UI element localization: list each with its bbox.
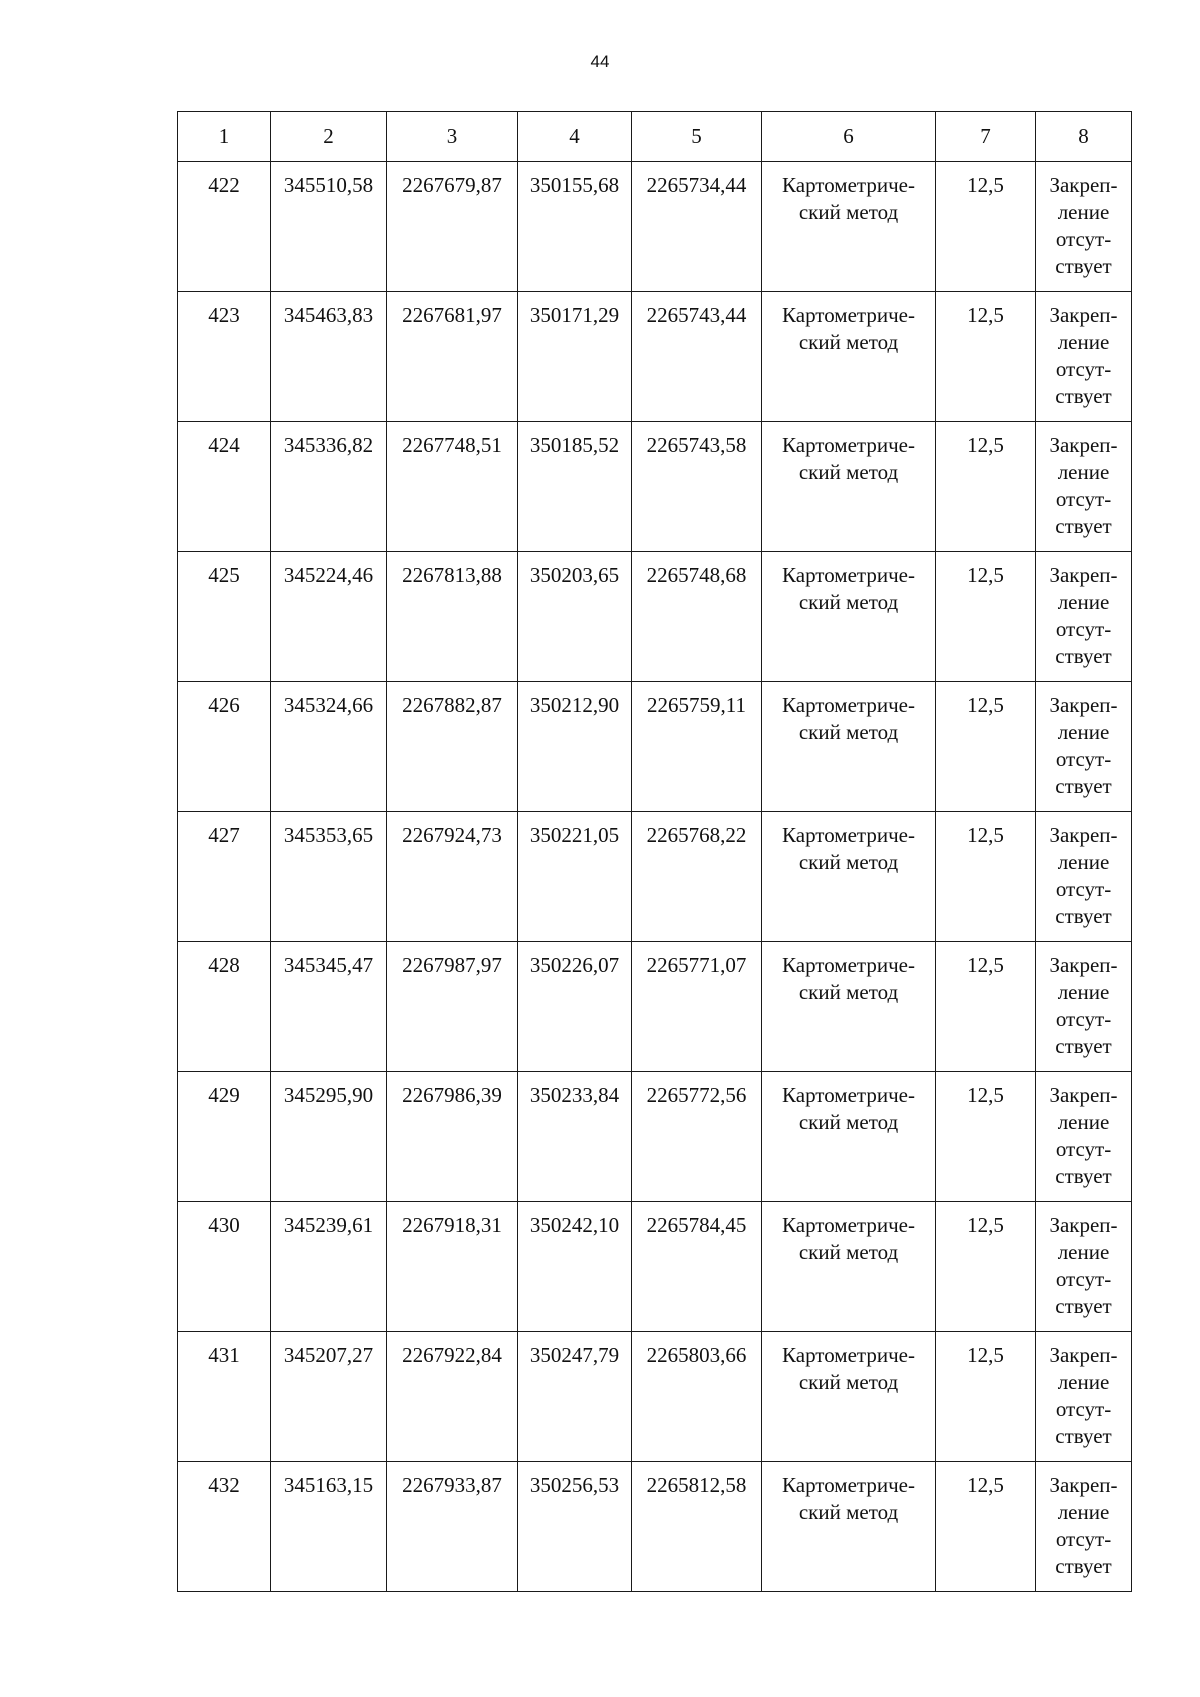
accuracy-cell: 12,5 — [936, 422, 1036, 552]
method-cell — [762, 682, 936, 812]
note-text-line: отсут- — [1055, 1137, 1112, 1161]
accuracy-cell: 12,5 — [936, 1072, 1036, 1202]
coordinate-y2-cell: 2265803,66 — [632, 1332, 762, 1462]
coordinate-x-cell: 345207,27 — [271, 1332, 387, 1462]
method-text-line: Картометриче- — [782, 1343, 915, 1367]
method-cell — [762, 812, 936, 942]
note-text-line: ление — [1057, 980, 1110, 1004]
note-text-line: Закреп- — [1049, 173, 1118, 197]
note-text-line: Закреп- — [1049, 823, 1118, 847]
coordinate-x2-cell: 350203,65 — [518, 552, 632, 682]
note-text-line: ление — [1057, 330, 1110, 354]
note-text-line: ствует — [1055, 1034, 1112, 1058]
coordinate-y2-cell: 2265784,45 — [632, 1202, 762, 1332]
note-text-line: ствует — [1055, 1164, 1112, 1188]
coordinate-x-cell: 345510,58 — [271, 162, 387, 292]
point-number-cell: 425 — [178, 552, 271, 682]
note-text-line: Закреп- — [1049, 303, 1118, 327]
note-text-line: Закреп- — [1049, 953, 1118, 977]
note-text-line: ствует — [1055, 774, 1112, 798]
coordinate-y-cell: 2267918,31 — [387, 1202, 518, 1332]
note-text-line: Закреп- — [1049, 1083, 1118, 1107]
note-text-line: ление — [1057, 1500, 1110, 1524]
coordinate-y-cell: 2267986,39 — [387, 1072, 518, 1202]
coordinate-y-cell: 2267679,87 — [387, 162, 518, 292]
column-header: 2 — [271, 112, 387, 162]
coordinate-y2-cell: 2265812,58 — [632, 1462, 762, 1592]
note-text-line: Закреп- — [1049, 1343, 1118, 1367]
coordinate-y2-cell: 2265768,22 — [632, 812, 762, 942]
coordinate-y2-cell: 2265748,68 — [632, 552, 762, 682]
column-header: 3 — [387, 112, 518, 162]
point-number-cell: 426 — [178, 682, 271, 812]
method-cell — [762, 422, 936, 552]
note-text-line: ление — [1057, 850, 1110, 874]
method-text-line: ский метод — [798, 590, 899, 614]
fixation-note-cell — [1036, 422, 1132, 552]
accuracy-cell: 12,5 — [936, 942, 1036, 1072]
accuracy-cell: 12,5 — [936, 162, 1036, 292]
point-number-cell: 422 — [178, 162, 271, 292]
method-cell — [762, 1202, 936, 1332]
table-row — [178, 1202, 1132, 1332]
note-text-line: ствует — [1055, 384, 1112, 408]
coordinate-y2-cell: 2265759,11 — [632, 682, 762, 812]
accuracy-cell: 12,5 — [936, 1202, 1036, 1332]
table-row — [178, 422, 1132, 552]
point-number-cell: 423 — [178, 292, 271, 422]
note-text-line: отсут- — [1055, 357, 1112, 381]
point-number-cell: 428 — [178, 942, 271, 1072]
method-text-line: Картометриче- — [782, 173, 915, 197]
coordinate-x-cell: 345353,65 — [271, 812, 387, 942]
coordinate-y-cell: 2267933,87 — [387, 1462, 518, 1592]
column-header: 4 — [518, 112, 632, 162]
note-text-line: отсут- — [1055, 1397, 1112, 1421]
coordinate-y2-cell: 2265734,44 — [632, 162, 762, 292]
note-text-line: ление — [1057, 720, 1110, 744]
method-cell — [762, 552, 936, 682]
note-text-line: отсут- — [1055, 1007, 1112, 1031]
note-text-line: отсут- — [1055, 747, 1112, 771]
table-row — [178, 162, 1132, 292]
method-text-line: Картометриче- — [782, 1083, 915, 1107]
page-number: 44 — [590, 52, 610, 71]
coordinate-x2-cell: 350247,79 — [518, 1332, 632, 1462]
method-text-line: ский метод — [798, 1240, 899, 1264]
coordinate-y2-cell: 2265743,58 — [632, 422, 762, 552]
method-cell — [762, 292, 936, 422]
method-text-line: Картометриче- — [782, 303, 915, 327]
coordinate-x-cell: 345239,61 — [271, 1202, 387, 1332]
coordinate-y-cell: 2267922,84 — [387, 1332, 518, 1462]
table-row — [178, 942, 1132, 1072]
coordinate-y-cell: 2267681,97 — [387, 292, 518, 422]
table-row — [178, 292, 1132, 422]
fixation-note-cell — [1036, 1332, 1132, 1462]
coordinate-y-cell: 2267748,51 — [387, 422, 518, 552]
coordinate-y2-cell: 2265771,07 — [632, 942, 762, 1072]
coordinate-x2-cell: 350226,07 — [518, 942, 632, 1072]
method-cell — [762, 942, 936, 1072]
coordinate-y2-cell: 2265743,44 — [632, 292, 762, 422]
note-text-line: отсут- — [1055, 1267, 1112, 1291]
note-text-line: отсут- — [1055, 1527, 1112, 1551]
fixation-note-cell — [1036, 812, 1132, 942]
note-text-line: ление — [1057, 460, 1110, 484]
point-number-cell: 429 — [178, 1072, 271, 1202]
coordinate-x2-cell: 350155,68 — [518, 162, 632, 292]
note-text-line: Закреп- — [1049, 433, 1118, 457]
table-row — [178, 552, 1132, 682]
table-row — [178, 1072, 1132, 1202]
method-text-line: Картометриче- — [782, 1473, 915, 1497]
column-header: 8 — [1036, 112, 1132, 162]
method-text-line: ский метод — [798, 1370, 899, 1394]
column-header: 7 — [936, 112, 1036, 162]
point-number-cell: 427 — [178, 812, 271, 942]
note-text-line: ствует — [1055, 254, 1112, 278]
point-number-cell: 431 — [178, 1332, 271, 1462]
fixation-note-cell — [1036, 552, 1132, 682]
note-text-line: ствует — [1055, 904, 1112, 928]
point-number-cell: 432 — [178, 1462, 271, 1592]
fixation-note-cell — [1036, 942, 1132, 1072]
column-header: 5 — [632, 112, 762, 162]
method-text-line: Картометриче- — [782, 563, 915, 587]
coordinate-x2-cell: 350242,10 — [518, 1202, 632, 1332]
method-text-line: ский метод — [798, 720, 899, 744]
note-text-line: Закреп- — [1049, 1213, 1118, 1237]
method-cell — [762, 1072, 936, 1202]
accuracy-cell: 12,5 — [936, 1462, 1036, 1592]
method-text-line: Картометриче- — [782, 693, 915, 717]
note-text-line: ление — [1057, 1110, 1110, 1134]
coordinate-x2-cell: 350221,05 — [518, 812, 632, 942]
fixation-note-cell — [1036, 1462, 1132, 1592]
coordinate-x2-cell: 350212,90 — [518, 682, 632, 812]
note-text-line: ствует — [1055, 1424, 1112, 1448]
table-row — [178, 1332, 1132, 1462]
coordinate-x-cell: 345295,90 — [271, 1072, 387, 1202]
note-text-line: отсут- — [1055, 877, 1112, 901]
coordinate-y-cell: 2267813,88 — [387, 552, 518, 682]
method-text-line: ский метод — [798, 330, 899, 354]
method-cell — [762, 1332, 936, 1462]
coordinate-y-cell: 2267924,73 — [387, 812, 518, 942]
accuracy-cell: 12,5 — [936, 682, 1036, 812]
accuracy-cell: 12,5 — [936, 1332, 1036, 1462]
method-text-line: Картометриче- — [782, 433, 915, 457]
coordinates-table — [177, 111, 1132, 1592]
accuracy-cell: 12,5 — [936, 292, 1036, 422]
coordinate-y-cell: 2267882,87 — [387, 682, 518, 812]
fixation-note-cell — [1036, 292, 1132, 422]
note-text-line: ствует — [1055, 644, 1112, 668]
note-text-line: ление — [1057, 590, 1110, 614]
note-text-line: Закреп- — [1049, 693, 1118, 717]
column-header: 6 — [762, 112, 936, 162]
table-row — [178, 1462, 1132, 1592]
method-text-line: ский метод — [798, 980, 899, 1004]
method-cell — [762, 162, 936, 292]
method-text-line: ский метод — [798, 460, 899, 484]
fixation-note-cell — [1036, 682, 1132, 812]
table-body — [178, 162, 1132, 1592]
coordinate-x-cell: 345463,83 — [271, 292, 387, 422]
method-cell — [762, 1462, 936, 1592]
fixation-note-cell — [1036, 162, 1132, 292]
note-text-line: ствует — [1055, 1554, 1112, 1578]
note-text-line: ление — [1057, 200, 1110, 224]
coordinate-x2-cell: 350185,52 — [518, 422, 632, 552]
method-text-line: Картометриче- — [782, 1213, 915, 1237]
method-text-line: ский метод — [798, 1500, 899, 1524]
note-text-line: отсут- — [1055, 227, 1112, 251]
note-text-line: ление — [1057, 1370, 1110, 1394]
table-row — [178, 812, 1132, 942]
column-header: 1 — [178, 112, 271, 162]
note-text-line: ствует — [1055, 1294, 1112, 1318]
note-text-line: отсут- — [1055, 617, 1112, 641]
table-row — [178, 682, 1132, 812]
method-text-line: ский метод — [798, 850, 899, 874]
coordinate-x-cell: 345336,82 — [271, 422, 387, 552]
coordinate-y-cell: 2267987,97 — [387, 942, 518, 1072]
coordinate-x2-cell: 350233,84 — [518, 1072, 632, 1202]
note-text-line: отсут- — [1055, 487, 1112, 511]
note-text-line: ление — [1057, 1240, 1110, 1264]
method-text-line: Картометриче- — [782, 823, 915, 847]
note-text-line: Закреп- — [1049, 563, 1118, 587]
accuracy-cell: 12,5 — [936, 552, 1036, 682]
coordinate-y2-cell: 2265772,56 — [632, 1072, 762, 1202]
accuracy-cell: 12,5 — [936, 812, 1036, 942]
method-text-line: ский метод — [798, 200, 899, 224]
coordinate-x-cell: 345224,46 — [271, 552, 387, 682]
fixation-note-cell — [1036, 1072, 1132, 1202]
note-text-line: Закреп- — [1049, 1473, 1118, 1497]
coordinate-x2-cell: 350171,29 — [518, 292, 632, 422]
coordinate-x-cell: 345324,66 — [271, 682, 387, 812]
coordinate-x-cell: 345345,47 — [271, 942, 387, 1072]
point-number-cell: 430 — [178, 1202, 271, 1332]
note-text-line: ствует — [1055, 514, 1112, 538]
coordinate-x-cell: 345163,15 — [271, 1462, 387, 1592]
fixation-note-cell — [1036, 1202, 1132, 1332]
method-text-line: ский метод — [798, 1110, 899, 1134]
point-number-cell: 424 — [178, 422, 271, 552]
table-header-row — [178, 112, 1132, 162]
method-text-line: Картометриче- — [782, 953, 915, 977]
coordinate-x2-cell: 350256,53 — [518, 1462, 632, 1592]
